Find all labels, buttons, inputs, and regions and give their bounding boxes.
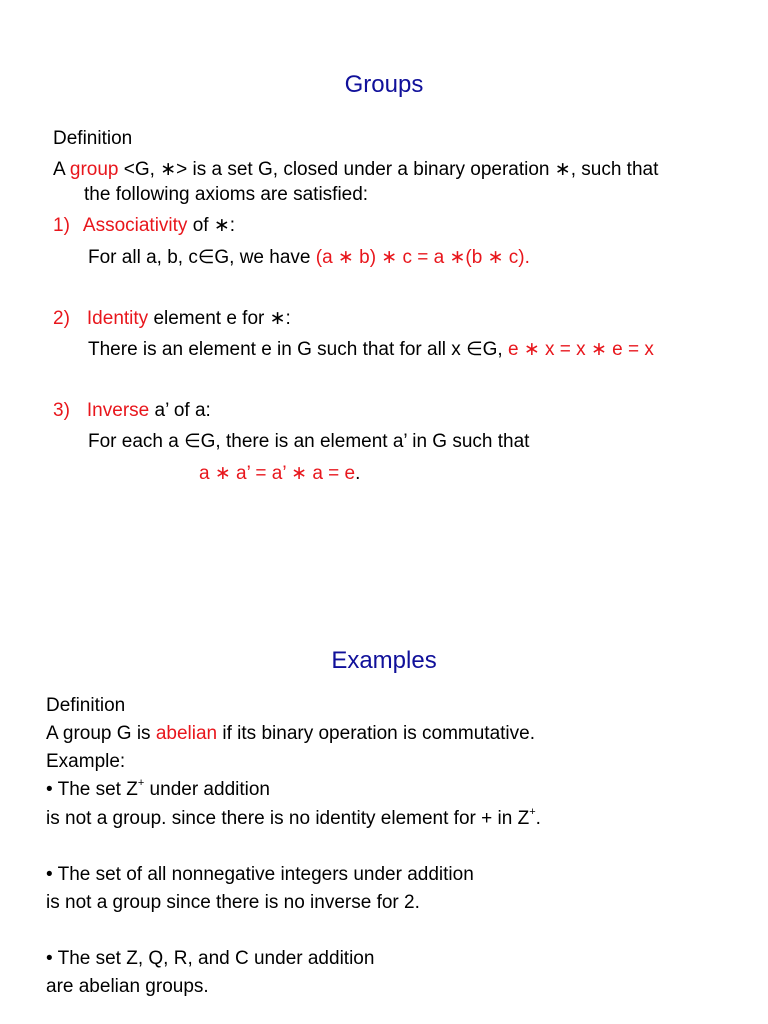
axiom-3-heading xyxy=(53,399,211,423)
bullet-3-line-2: are abelian groups. xyxy=(46,976,209,997)
axiom-2-body-prefix: There is an element e in G such that for all x ∈G, xyxy=(88,339,508,360)
axiom-1-body xyxy=(88,246,530,270)
intro-a: A xyxy=(53,159,70,180)
inverse-formula: a ∗ a’ = a’ ∗ a = e xyxy=(199,463,356,484)
bullet-1-suffix: under addition xyxy=(144,779,270,800)
bullet-1-line-2 xyxy=(46,807,541,831)
axiom-2-heading xyxy=(53,307,291,331)
term-associativity: Associativity xyxy=(82,215,188,236)
axiom-1-number: 1) xyxy=(53,215,70,236)
axiom-1-suffix: of ∗: xyxy=(187,215,236,236)
bullet-1-line-2-prefix: is not a group. since there is no identity element for + in Z xyxy=(46,808,530,829)
bullet-1-sup: + xyxy=(137,776,145,789)
bullet-1-prefix: • The set Z xyxy=(46,779,138,800)
bullet-1-line-1 xyxy=(46,778,270,802)
abelian-definition xyxy=(46,722,535,746)
intro-rest-1: <G, ∗> is a set G, closed under a binary operation ∗, such that xyxy=(118,159,659,180)
inverse-formula-line xyxy=(199,462,360,486)
axiom-2-body xyxy=(88,338,654,362)
group-intro-line-1 xyxy=(53,158,658,182)
example-label: Example: xyxy=(46,751,126,772)
bullet-2-line-2: is not a group since there is no inverse for 2. xyxy=(46,892,420,913)
slide-title-examples: Examples xyxy=(331,647,437,674)
term-identity: Identity xyxy=(86,308,149,329)
axiom-1-heading xyxy=(53,214,235,238)
term-abelian: abelian xyxy=(155,723,218,744)
bullet-1-line-2-suffix: . xyxy=(535,808,541,829)
bullet-1-line-2-sup: + xyxy=(529,805,536,818)
term-group: group xyxy=(69,159,119,180)
axiom-2-suffix: element e for ∗: xyxy=(148,308,291,329)
bullet-2-line-1: • The set of all nonnegative integers under addition xyxy=(46,864,474,885)
group-intro-line-2: the following axioms are satisfied: xyxy=(84,184,369,205)
definition-label-2: Definition xyxy=(46,695,126,716)
axiom-2-number: 2) xyxy=(53,308,70,329)
bullet-3-line-1: • The set Z, Q, R, and C under addition xyxy=(46,948,375,969)
term-inverse: Inverse xyxy=(86,400,150,421)
abelian-def-suffix: if its binary operation is commutative. xyxy=(217,723,535,744)
axiom-3-number: 3) xyxy=(53,400,70,421)
axiom-3-body: For each a ∈G, there is an element a’ in G such that xyxy=(88,431,530,452)
axiom-3-suffix: a’ of a: xyxy=(149,400,211,421)
definition-label: Definition xyxy=(53,128,133,149)
axiom-1-body-prefix: For all a, b, c∈G, we have xyxy=(88,247,316,268)
abelian-def-prefix: A group G is xyxy=(46,723,156,744)
associativity-formula: (a ∗ b) ∗ c = a ∗(b ∗ c). xyxy=(315,247,530,268)
identity-formula: e ∗ x = x ∗ e = x xyxy=(507,339,654,360)
slide-title-groups: Groups xyxy=(344,71,424,98)
inverse-formula-end: . xyxy=(355,463,361,484)
